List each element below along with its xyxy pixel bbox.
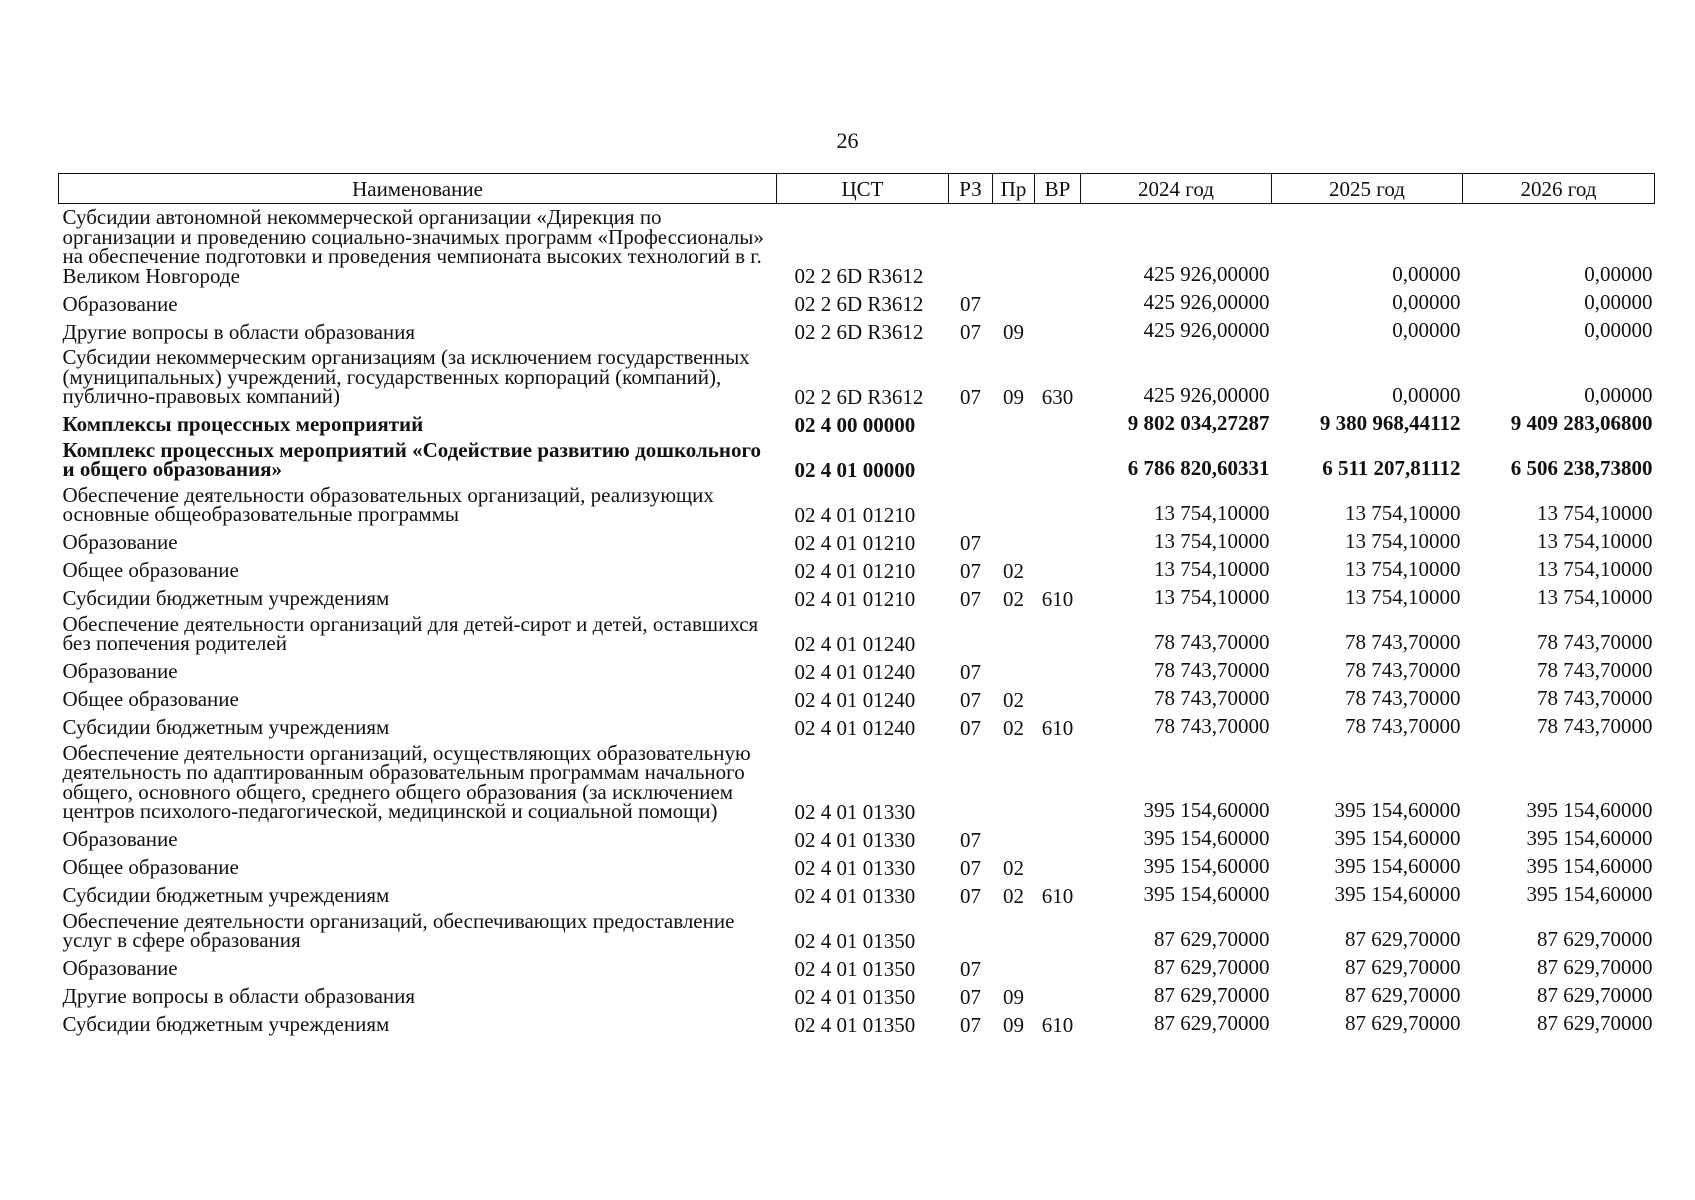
cell-rz: [949, 908, 993, 953]
header-vr: ВР: [1035, 174, 1081, 204]
cell-2025: 87 629,70000: [1345, 954, 1461, 979]
cell-2025: 78 743,70000: [1345, 713, 1461, 738]
cell-vr: 610: [1041, 1012, 1074, 1037]
cell-2025: 395 154,60000: [1334, 853, 1461, 878]
cell-vr: [1035, 611, 1081, 656]
cell-rz: 07: [960, 659, 981, 684]
table-row: [59, 288, 1655, 316]
cell-name: Другие вопросы в области образования: [62, 984, 416, 1008]
cell-2024: 425 926,00000: [1143, 290, 1270, 314]
cell-2026: 78 743,70000: [1537, 629, 1653, 654]
cell-vr: [1035, 409, 1081, 437]
cell-2025: 13 754,10000: [1345, 584, 1461, 609]
cell-2024: 78 743,70000: [1154, 657, 1270, 682]
cell-2025: 87 629,70000: [1345, 926, 1461, 951]
cell-2025: 0,00000: [1392, 262, 1461, 286]
cell-vr: [1035, 527, 1081, 555]
cell-pr: 02: [1003, 558, 1024, 583]
cell-rz: [949, 437, 993, 482]
cell-name: Субсидии бюджетным учреждениям: [62, 883, 390, 907]
cell-rz: 07: [960, 586, 981, 611]
header-2026: 2026 год: [1463, 174, 1655, 204]
cell-pr: [993, 527, 1035, 555]
cell-cst: 02 4 01 01240: [794, 715, 916, 740]
cell-cst: 02 4 01 01240: [794, 631, 916, 656]
cell-2025: 395 154,60000: [1334, 825, 1461, 850]
cell-name: Субсидии некоммерческим организациям (за исключением государственных (муниципальных) учреждений, государственных корпораций (компаний), публично-правовых компаний): [62, 345, 750, 408]
cell-2026: 395 154,60000: [1526, 853, 1653, 878]
cell-cst: 02 4 01 01240: [794, 687, 916, 712]
cell-2026: 0,00000: [1584, 262, 1653, 286]
cell-vr: 610: [1041, 586, 1074, 611]
cell-2025: 78 743,70000: [1345, 657, 1461, 682]
cell-vr: [1035, 824, 1081, 852]
cell-pr: 02: [1003, 586, 1024, 611]
cell-2025: 9 380 968,44112: [1319, 410, 1461, 435]
table-body: [59, 204, 1655, 1037]
cell-2026: 395 154,60000: [1526, 825, 1653, 850]
cell-name: Образование: [62, 291, 178, 316]
table-row: [59, 583, 1655, 611]
table-row: [59, 409, 1655, 437]
cell-2025: 13 754,10000: [1345, 556, 1461, 581]
table-row: [59, 908, 1655, 953]
cell-2024: 395 154,60000: [1143, 881, 1270, 906]
cell-pr: [993, 656, 1035, 684]
header-cst: ЦСТ: [777, 174, 949, 204]
cell-vr: [1035, 288, 1081, 316]
table-row: [59, 527, 1655, 555]
cell-2026: 9 409 283,06800: [1510, 410, 1653, 435]
table-row: [59, 555, 1655, 583]
cell-cst: 02 4 01 01330: [794, 799, 916, 824]
cell-2025: 395 154,60000: [1334, 797, 1461, 822]
page-number: 26: [836, 128, 859, 153]
cell-2026: 13 754,10000: [1537, 584, 1653, 609]
cell-cst: 02 4 01 00000: [794, 457, 916, 482]
cell-vr: [1035, 316, 1081, 344]
cell-2025: 13 754,10000: [1345, 528, 1461, 553]
cell-cst: 02 4 01 01330: [794, 855, 916, 880]
cell-pr: [993, 409, 1035, 437]
cell-pr: [993, 611, 1035, 656]
cell-2024: 87 629,70000: [1154, 954, 1270, 979]
cell-cst: 02 4 01 01210: [794, 502, 916, 527]
cell-name: Обеспечение деятельности организаций, осуществляющих образовательную деятельность по адаптированным образовательным программам начального общего, основного общего, среднего общего образования (за исключением центров психолого-педагогической, медицинской и социальной помощи): [62, 740, 751, 823]
cell-pr: [993, 824, 1035, 852]
cell-cst: 02 4 00 00000: [794, 412, 916, 437]
cell-2026: 13 754,10000: [1537, 528, 1653, 553]
cell-name: Общее образование: [62, 687, 239, 711]
cell-rz: 07: [960, 855, 981, 880]
table-row: [59, 656, 1655, 684]
cell-pr: 09: [1003, 984, 1024, 1009]
table-row: [59, 1009, 1655, 1037]
cell-2025: 6 511 207,81112: [1322, 455, 1461, 480]
cell-pr: [993, 482, 1035, 527]
cell-vr: [1035, 852, 1081, 880]
table-row: [59, 852, 1655, 880]
cell-cst: 02 4 01 01350: [794, 928, 916, 953]
table-row: [59, 740, 1655, 824]
cell-2024: 87 629,70000: [1154, 982, 1270, 1007]
cell-2025: 0,00000: [1392, 290, 1461, 314]
cell-2026: 78 743,70000: [1537, 657, 1653, 682]
cell-2026: 6 506 238,73800: [1510, 455, 1653, 480]
cell-2026: 87 629,70000: [1537, 982, 1653, 1007]
cell-2024: 13 754,10000: [1154, 584, 1270, 609]
cell-cst: 02 2 6D R3612: [794, 264, 924, 288]
table-row: [59, 880, 1655, 908]
cell-2024: 9 802 034,27287: [1127, 410, 1270, 435]
cell-2024: 425 926,00000: [1143, 318, 1270, 342]
cell-name: Образование: [62, 530, 178, 554]
table-row: [59, 316, 1655, 344]
cell-vr: [1035, 482, 1081, 527]
cell-rz: [949, 482, 993, 527]
cell-cst: 02 4 01 01350: [794, 984, 916, 1009]
cell-pr: [993, 437, 1035, 482]
cell-vr: 610: [1041, 883, 1074, 908]
cell-name: Комплексы процессных мероприятий: [62, 412, 424, 436]
cell-rz: 07: [960, 883, 981, 908]
cell-2025: 0,00000: [1392, 318, 1461, 342]
cell-vr: [1035, 953, 1081, 981]
cell-2025: 395 154,60000: [1334, 881, 1461, 906]
cell-cst: 02 4 01 01210: [794, 530, 916, 555]
cell-cst: 02 4 01 01350: [794, 1012, 916, 1037]
header-2024: 2024 год: [1081, 174, 1272, 204]
cell-vr: [1035, 908, 1081, 953]
cell-name: Обеспечение деятельности организаций, обеспечивающих предоставление услуг в сфере образования: [62, 908, 735, 952]
cell-2024: 78 743,70000: [1154, 685, 1270, 710]
cell-2026: 0,00000: [1584, 290, 1653, 314]
cell-2026: 0,00000: [1584, 382, 1653, 407]
cell-rz: 07: [960, 715, 981, 740]
cell-vr: [1035, 740, 1081, 824]
cell-rz: [949, 740, 993, 824]
cell-rz: 07: [960, 1012, 981, 1037]
cell-pr: 09: [1003, 1012, 1024, 1037]
table-header-row: [59, 174, 1655, 204]
cell-rz: 07: [960, 984, 981, 1009]
cell-rz: 07: [960, 558, 981, 583]
cell-pr: [993, 953, 1035, 981]
table-row: [59, 981, 1655, 1009]
cell-rz: 07: [960, 687, 981, 712]
cell-2026: 78 743,70000: [1537, 713, 1653, 738]
cell-name: Общее образование: [62, 855, 239, 879]
cell-name: Субсидии бюджетным учреждениям: [62, 715, 390, 739]
cell-rz: [949, 204, 993, 289]
cell-vr: 610: [1041, 715, 1074, 740]
header-name: Наименование: [59, 174, 777, 204]
cell-rz: 07: [960, 384, 981, 409]
cell-pr: 09: [1003, 384, 1024, 409]
cell-name: Образование: [62, 956, 178, 980]
header-2025: 2025 год: [1272, 174, 1463, 204]
cell-2024: 87 629,70000: [1154, 1010, 1270, 1035]
cell-2024: 425 926,00000: [1143, 262, 1270, 286]
cell-2024: 6 786 820,60331: [1127, 455, 1270, 480]
table-row: [59, 953, 1655, 981]
cell-cst: 02 4 01 01330: [794, 827, 916, 852]
cell-2025: 87 629,70000: [1345, 982, 1461, 1007]
cell-cst: 02 4 01 01350: [794, 956, 916, 981]
cell-cst: 02 4 01 01240: [794, 659, 916, 684]
cell-rz: 07: [960, 827, 981, 852]
cell-rz: 07: [960, 956, 981, 981]
cell-vr: [1035, 437, 1081, 482]
cell-name: Субсидии автономной некоммерческой организации «Дирекция по организации и проведению социально-значимых программ «Профессионалы» на обеспечение подготовки и проведения чемпионата высоких технологий в г. Великом Новгороде: [62, 205, 764, 288]
cell-2024: 78 743,70000: [1154, 629, 1270, 654]
table-row: [59, 712, 1655, 740]
cell-vr: 630: [1041, 384, 1074, 409]
cell-2026: 395 154,60000: [1526, 797, 1653, 822]
cell-vr: [1035, 656, 1081, 684]
header-rz: РЗ: [949, 174, 993, 204]
table-row: [59, 482, 1655, 527]
cell-cst: 02 2 6D R3612: [794, 292, 924, 316]
cell-2026: 0,00000: [1584, 318, 1653, 342]
cell-pr: 09: [1003, 320, 1024, 344]
cell-cst: 02 2 6D R3612: [794, 384, 924, 409]
table-row: [59, 824, 1655, 852]
header-pr: Пр: [993, 174, 1035, 204]
cell-2024: 395 154,60000: [1143, 797, 1270, 822]
cell-name: Субсидии бюджетным учреждениям: [62, 1012, 390, 1036]
cell-pr: [993, 740, 1035, 824]
cell-2024: 13 754,10000: [1154, 556, 1270, 581]
cell-name: Обеспечение деятельности образовательных организаций, реализующих основные общеобразовательные программы: [62, 482, 714, 526]
cell-rz: [949, 611, 993, 656]
cell-2024: 425 926,00000: [1143, 382, 1270, 407]
cell-name: Общее образование: [62, 558, 239, 582]
cell-2025: 87 629,70000: [1345, 1010, 1461, 1035]
table-row: [59, 684, 1655, 712]
cell-2026: 87 629,70000: [1537, 1010, 1653, 1035]
cell-2026: 395 154,60000: [1526, 881, 1653, 906]
cell-2025: 13 754,10000: [1345, 500, 1461, 525]
cell-2025: 78 743,70000: [1345, 629, 1461, 654]
cell-vr: [1035, 981, 1081, 1009]
cell-pr: 02: [1003, 715, 1024, 740]
budget-table: [58, 173, 1655, 1037]
cell-pr: 02: [1003, 883, 1024, 908]
cell-cst: 02 4 01 01210: [794, 558, 916, 583]
cell-2026: 13 754,10000: [1537, 556, 1653, 581]
cell-rz: [949, 409, 993, 437]
cell-cst: 02 4 01 01330: [794, 883, 916, 908]
cell-rz: 07: [960, 320, 981, 344]
cell-name: Комплекс процессных мероприятий «Содействие развитию дошкольного и общего образования»: [62, 437, 762, 481]
cell-rz: 07: [960, 530, 981, 555]
cell-pr: 02: [1003, 855, 1024, 880]
cell-vr: [1035, 684, 1081, 712]
cell-pr: [993, 908, 1035, 953]
cell-pr: 02: [1003, 687, 1024, 712]
cell-vr: [1035, 555, 1081, 583]
cell-name: Обеспечение деятельности организаций для детей-сирот и детей, оставшихся без попечения родителей: [62, 611, 759, 655]
cell-cst: 02 2 6D R3612: [794, 320, 924, 344]
cell-2026: 87 629,70000: [1537, 926, 1653, 951]
cell-name: Образование: [62, 827, 178, 851]
cell-pr: [993, 204, 1035, 289]
cell-2026: 78 743,70000: [1537, 685, 1653, 710]
cell-2024: 395 154,60000: [1143, 825, 1270, 850]
cell-2024: 78 743,70000: [1154, 713, 1270, 738]
cell-2026: 87 629,70000: [1537, 954, 1653, 979]
cell-2024: 87 629,70000: [1154, 926, 1270, 951]
cell-name: Субсидии бюджетным учреждениям: [62, 586, 390, 610]
cell-pr: [993, 288, 1035, 316]
table-row: [59, 437, 1655, 482]
cell-cst: 02 4 01 01210: [794, 586, 916, 611]
cell-2024: 13 754,10000: [1154, 500, 1270, 525]
cell-2025: 78 743,70000: [1345, 685, 1461, 710]
cell-2024: 13 754,10000: [1154, 528, 1270, 553]
table-row: [59, 611, 1655, 656]
cell-rz: 07: [960, 292, 981, 316]
cell-2026: 13 754,10000: [1537, 500, 1653, 525]
table-row: [59, 204, 1655, 289]
table-row: [59, 344, 1655, 409]
cell-2024: 395 154,60000: [1143, 853, 1270, 878]
cell-vr: [1035, 204, 1081, 289]
cell-2025: 0,00000: [1392, 382, 1461, 407]
cell-name: Образование: [62, 659, 178, 683]
cell-name: Другие вопросы в области образования: [62, 319, 416, 344]
